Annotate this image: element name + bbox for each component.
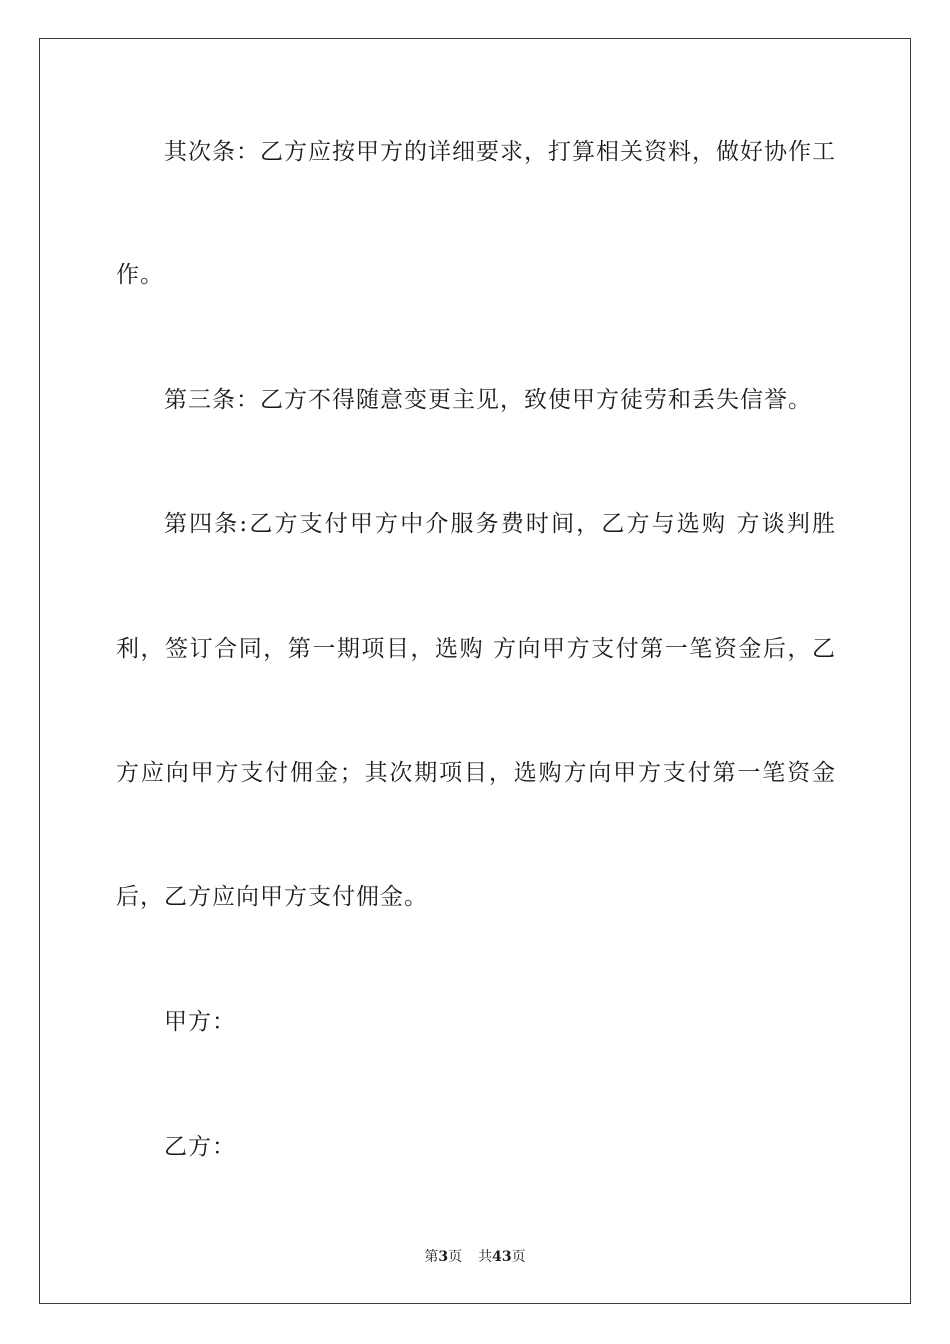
total-pages: 43 — [492, 1249, 512, 1265]
page-footer — [0, 1247, 950, 1267]
clause-4-line-3: 方应向甲方支付佣金；其次期项目，选购方向甲方支付第一笔资金 — [116, 760, 836, 786]
clause-2-line-1: 其次条：乙方应按甲方的详细要求，打算相关资料，做好协作工 — [164, 139, 836, 165]
total-suffix: 页 — [511, 1249, 526, 1265]
clause-4-line-1: 第四条:乙方支付甲方中介服务费时间，乙方与选购 方谈判胜 — [164, 511, 836, 537]
clause-4-line-4: 后，乙方应向甲方支付佣金。 — [116, 884, 428, 910]
page-prefix: 第 — [424, 1249, 439, 1265]
page-border — [39, 38, 911, 1304]
clause-4-line-2: 利，签订合同，第一期项目，选购 方向甲方支付第一笔资金后，乙 — [116, 636, 836, 662]
total-prefix: 共 — [478, 1249, 493, 1265]
party-b-signature-label: 乙方： — [164, 1134, 236, 1160]
clause-3-line-1: 第三条：乙方不得随意变更主见，致使甲方徒劳和丢失信誉。 — [164, 387, 812, 413]
page-suffix: 页 — [448, 1249, 463, 1265]
page-number: 3 — [438, 1249, 449, 1265]
party-a-signature-label: 甲方： — [164, 1009, 236, 1035]
clause-2-line-2: 作。 — [116, 262, 164, 288]
